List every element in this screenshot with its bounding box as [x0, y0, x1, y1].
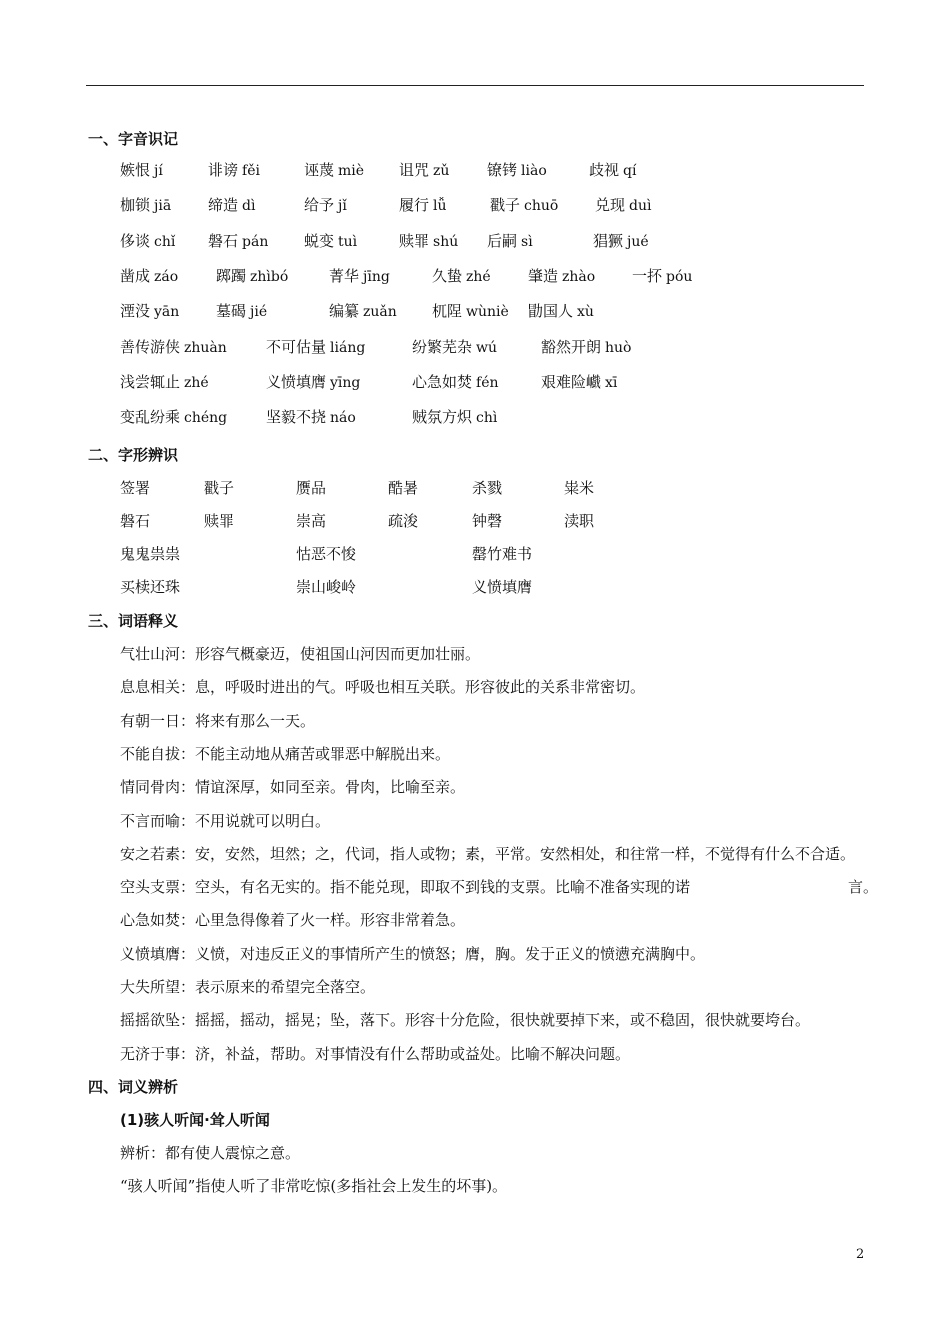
pronunciation-item	[329, 265, 390, 286]
pronunciation-row	[0, 406, 950, 428]
page-number: 2	[856, 1247, 865, 1262]
pinyin: jiā	[154, 198, 172, 214]
pronunciation-item	[208, 159, 260, 180]
pronunciation-item	[541, 336, 631, 357]
pronunciation-item	[412, 336, 497, 357]
glyph-word: 鬼鬼祟祟	[120, 545, 181, 563]
glyph-word: 戳子	[204, 479, 235, 497]
pronunciation-item	[208, 230, 268, 251]
word: 嫉恨	[120, 161, 151, 179]
word: 镣铐	[487, 161, 518, 179]
pronunciation-item	[120, 230, 175, 251]
word: 赎罪	[399, 232, 430, 250]
word: 不可估量	[266, 338, 327, 356]
word: 心急如焚	[412, 373, 473, 391]
section-title-analysis: 四、词义辨析	[88, 1078, 179, 1096]
pronunciation-item	[399, 230, 458, 251]
pronunciation-item	[399, 159, 449, 180]
glyph-word: 崇山峻岭	[296, 578, 357, 596]
pinyin: pán	[242, 234, 269, 250]
definition-line: 摇摇欲坠：摇摇，摇动，摇晃；坠，落下。形容十分危险，很快就要掉下来，或不稳固，很快就要垮台。	[120, 1011, 811, 1030]
word: 给予	[304, 196, 335, 214]
pronunciation-item	[412, 406, 497, 427]
pronunciation-item	[120, 194, 171, 215]
pinyin: shú	[433, 234, 459, 250]
pronunciation-item	[120, 300, 179, 321]
glyph-word: 赝品	[296, 479, 327, 497]
word: 坚毅不挠	[266, 408, 327, 426]
definition-line: 空头支票：空头，有名无实的。指不能兑现，即取不到钱的支票。比喻不准备实现的诺	[120, 878, 691, 897]
pronunciation-item	[304, 159, 364, 180]
glyph-word: 渎职	[564, 512, 595, 530]
pinyin: zhé	[184, 375, 209, 391]
pinyin: tuì	[338, 234, 358, 250]
glyph-word: 疏浚	[388, 512, 419, 530]
pronunciation-item	[528, 300, 594, 321]
pinyin: jí	[154, 163, 163, 179]
pronunciation-row	[0, 159, 950, 181]
pinyin: chéng	[184, 410, 228, 426]
pronunciation-item	[412, 371, 499, 392]
word: 勖国人	[528, 302, 574, 320]
analysis-line-2: “骇人听闻”指使人听了非常吃惊(多指社会上发生的坏事)。	[120, 1177, 508, 1195]
definition-line: 不能自拔：不能主动地从痛苦或罪恶中解脱出来。	[120, 744, 451, 763]
pronunciation-item	[120, 159, 163, 180]
definition-line: 心急如焚：心里急得像着了火一样。形容非常着急。	[120, 911, 466, 930]
pronunciation-item	[266, 371, 360, 392]
pinyin: jué	[627, 234, 649, 250]
word: 纷繁芜杂	[412, 338, 473, 356]
pinyin: liào	[521, 163, 547, 179]
word: 善传游侠	[120, 338, 181, 356]
pronunciation-item	[589, 159, 636, 180]
pinyin: záo	[154, 269, 179, 285]
glyph-word: 杀戮	[472, 479, 503, 497]
section-title-pronunciation: 一、字音识记	[88, 130, 179, 148]
word: 兑现	[595, 196, 626, 214]
pronunciation-item	[487, 230, 533, 251]
word: 凿成	[120, 267, 151, 285]
word: 枷锁	[120, 196, 151, 214]
pronunciation-item	[329, 300, 397, 321]
word: 久蛰	[432, 267, 463, 285]
pronunciation-item	[120, 371, 209, 392]
pinyin: wú	[476, 340, 498, 356]
pronunciation-item	[541, 371, 617, 392]
glyph-word: 义愤填膺	[472, 578, 533, 596]
pinyin: zhuàn	[184, 340, 227, 356]
definition-line: 安之若素：安，安然，坦然；之，代词，指人或物；素，平常。安然相处，和往常一样，不觉得有什么不合适。	[120, 844, 856, 863]
pinyin: jié	[250, 304, 268, 320]
pronunciation-row	[0, 371, 950, 393]
pinyin: zuǎn	[363, 304, 397, 320]
word: 诅咒	[399, 161, 430, 179]
pinyin: zhào	[562, 269, 596, 285]
pronunciation-item	[593, 230, 649, 251]
word: 戳子	[490, 196, 521, 214]
pronunciation-row	[0, 194, 950, 216]
pronunciation-row	[0, 265, 950, 287]
glyph-row	[0, 576, 950, 598]
pinyin: jīng	[363, 269, 390, 285]
pinyin: fěi	[242, 163, 260, 179]
glyph-word: 粜米	[564, 479, 595, 497]
glyph-word: 怙恶不悛	[296, 545, 357, 563]
pronunciation-item	[120, 336, 227, 357]
pronunciation-item	[216, 265, 288, 286]
word: 豁然开朗	[541, 338, 602, 356]
word: 肇造	[528, 267, 559, 285]
glyph-word: 赎罪	[204, 512, 235, 530]
definition-line: 无济于事：济，补益，帮助。对事情没有什么帮助或益处。比喻不解决问题。	[120, 1044, 631, 1063]
word: 歧视	[589, 161, 620, 179]
glyph-word: 钟磬	[472, 512, 503, 530]
pronunciation-item	[120, 265, 178, 286]
definition-line: 义愤填膺：义愤，对违反正义的事情所产生的愤怒；膺，胸。发于正义的愤懑充满胸中。	[120, 944, 706, 963]
pinyin: yīng	[330, 375, 361, 391]
pinyin: zhìbó	[250, 269, 289, 285]
glyph-row	[0, 477, 950, 499]
pronunciation-item	[490, 194, 558, 215]
definition-line: 气壮山河：形容气概豪迈，使祖国山河因而更加壮丽。	[120, 645, 481, 663]
analysis-line-1: 辨析：都有使人震惊之意。	[120, 1144, 301, 1162]
pinyin: xī	[605, 375, 618, 391]
glyph-word: 罄竹难书	[472, 545, 533, 563]
pronunciation-item	[120, 406, 227, 427]
pronunciation-item	[528, 265, 595, 286]
pronunciation-item	[487, 159, 547, 180]
pinyin: chuō	[524, 198, 559, 214]
definition-tail: 言。	[848, 878, 879, 896]
glyph-row	[0, 543, 950, 565]
glyph-word: 签署	[120, 479, 151, 497]
word: 侈谈	[120, 232, 151, 250]
pronunciation-item	[432, 300, 509, 321]
definition-line: 息息相关：息，呼吸时进出的气。呼吸也相互关联。形容彼此的关系非常密切。	[120, 678, 646, 697]
pinyin: lǚ	[433, 198, 447, 214]
word: 湮没	[120, 302, 151, 320]
pronunciation-item	[304, 194, 347, 215]
pinyin: xù	[577, 304, 594, 320]
glyph-word: 磐石	[120, 512, 151, 530]
pinyin: qí	[623, 163, 637, 179]
pronunciation-row	[0, 230, 950, 252]
word: 艰难险巇	[541, 373, 602, 391]
pinyin: fén	[476, 375, 499, 391]
pinyin: chì	[476, 410, 498, 426]
section-title-definitions: 三、词语释义	[88, 612, 179, 630]
pronunciation-item	[208, 194, 255, 215]
pronunciation-item	[399, 194, 447, 215]
pinyin: huò	[605, 340, 632, 356]
word: 义愤填膺	[266, 373, 327, 391]
word: 一抔	[632, 267, 663, 285]
word: 贼氛方炽	[412, 408, 473, 426]
pronunciation-row	[0, 336, 950, 358]
analysis-heading: (1)骇人听闻·耸人听闻	[120, 1111, 270, 1129]
glyph-word: 崇高	[296, 512, 327, 530]
pinyin: zhé	[466, 269, 491, 285]
pronunciation-item	[216, 300, 267, 321]
header-rule	[86, 85, 864, 86]
section-title-glyphs: 二、字形辨识	[88, 446, 179, 464]
definition-line: 大失所望：表示原来的希望完全落空。	[120, 978, 376, 996]
pinyin: wùniè	[466, 304, 509, 320]
pronunciation-item	[595, 194, 651, 215]
pinyin: póu	[666, 269, 693, 285]
pronunciation-item	[266, 406, 356, 427]
word: 缔造	[208, 196, 239, 214]
pronunciation-row	[0, 300, 950, 322]
pinyin: náo	[330, 410, 356, 426]
pinyin: sì	[521, 234, 533, 250]
word: 变乱纷乘	[120, 408, 181, 426]
word: 浅尝辄止	[120, 373, 181, 391]
word: 编纂	[329, 302, 360, 320]
word: 诬蔑	[304, 161, 335, 179]
pinyin: duì	[629, 198, 652, 214]
pinyin: miè	[338, 163, 365, 179]
pinyin: zǔ	[433, 163, 450, 179]
pinyin: yān	[154, 304, 180, 320]
pronunciation-item	[266, 336, 365, 357]
word: 蜕变	[304, 232, 335, 250]
word: 诽谤	[208, 161, 239, 179]
glyph-row	[0, 510, 950, 532]
pinyin: liáng	[330, 340, 366, 356]
word: 履行	[399, 196, 430, 214]
pronunciation-item	[304, 230, 357, 251]
pronunciation-item	[632, 265, 692, 286]
pinyin: chǐ	[154, 234, 176, 250]
word: 杌陧	[432, 302, 463, 320]
word: 墓碣	[216, 302, 247, 320]
word: 菁华	[329, 267, 360, 285]
definition-line: 有朝一日：将来有那么一天。	[120, 711, 316, 730]
pinyin: jǐ	[338, 198, 347, 214]
pronunciation-item	[432, 265, 491, 286]
word: 后嗣	[487, 232, 518, 250]
glyph-word: 酷暑	[388, 479, 419, 497]
definition-line: 情同骨肉：情谊深厚，如同至亲。骨肉，比喻至亲。	[120, 778, 466, 797]
definition-line: 不言而喻：不用说就可以明白。	[120, 811, 331, 830]
word: 踯躅	[216, 267, 247, 285]
word: 猖獗	[593, 232, 624, 250]
glyph-word: 买椟还珠	[120, 578, 181, 596]
word: 磐石	[208, 232, 239, 250]
pinyin: dì	[242, 198, 256, 214]
